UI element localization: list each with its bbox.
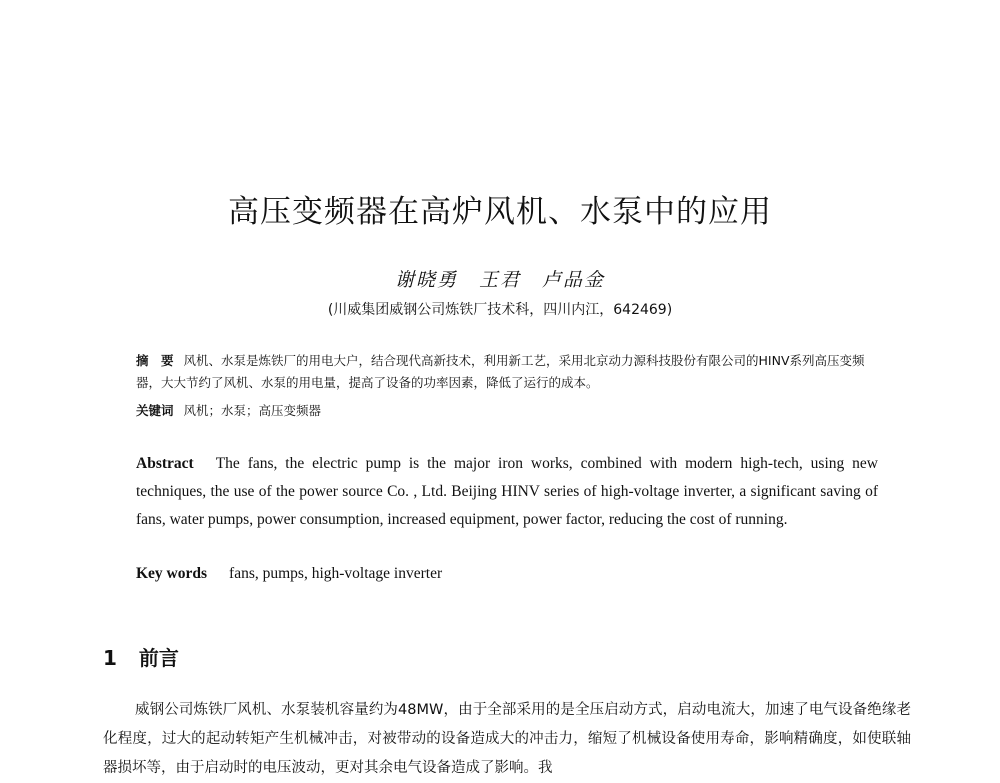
english-abstract-label: Abstract <box>136 455 194 472</box>
paper-title: 高压变频器在高炉风机、水泵中的应用 <box>228 194 772 230</box>
english-keywords-text: fans, pumps, high-voltage inverter <box>229 565 443 582</box>
body-paragraph: 威钢公司炼铁厂风机、水泵装机容量约为48MW，由于全部采用的是全压启动方式，启动电流大，加速了电气设备绝缘老化程度，过大的起动转矩产生机械冲击，对被带动的设备造成大的冲击力，缩短了机械设备使用寿命，影响精确度，如使联轴器损坏等，由于启动时的电压波动，更对其余电气设备造成了影响。我 <box>103 702 911 776</box>
author-affiliation: (川威集团威钢公司炼铁厂技术科，四川内江，642469) <box>327 302 673 318</box>
chinese-keywords-label: 关键词 <box>136 403 174 418</box>
chinese-abstract-label: 摘 要 <box>136 353 174 368</box>
english-abstract-text: The fans, the electric pump is the major iron works, combined with modern high-tech, using new techniques, the use of the power source Co. , Ltd. Beijing HINV series of high-voltage inverter, a significant saving of fans, water pumps, power consumption, increased equipment, power factor, reducing the cost of running. <box>136 455 878 528</box>
english-keywords-label: Key words <box>136 565 208 582</box>
author-list: 谢晓勇 王君 卢品金 <box>394 269 605 291</box>
section-number: 1 <box>103 646 117 670</box>
chinese-abstract <box>136 350 876 394</box>
english-keywords <box>136 560 878 588</box>
english-abstract <box>136 450 878 534</box>
chinese-abstract-text: 风机、水泵是炼铁厂的用电大户，结合现代高新技术，利用新工艺，采用北京动力源科技股份有限公司的HINV系列高压变频器，大大节约了风机、水泵的用电量，提高了设备的功率因素，降低了运行的成本。 <box>136 353 865 390</box>
chinese-keywords <box>136 400 876 422</box>
section-heading <box>103 642 179 671</box>
chinese-keywords-text: 风机；水泵；高压变频器 <box>183 403 322 418</box>
section-title: 前言 <box>138 646 179 670</box>
